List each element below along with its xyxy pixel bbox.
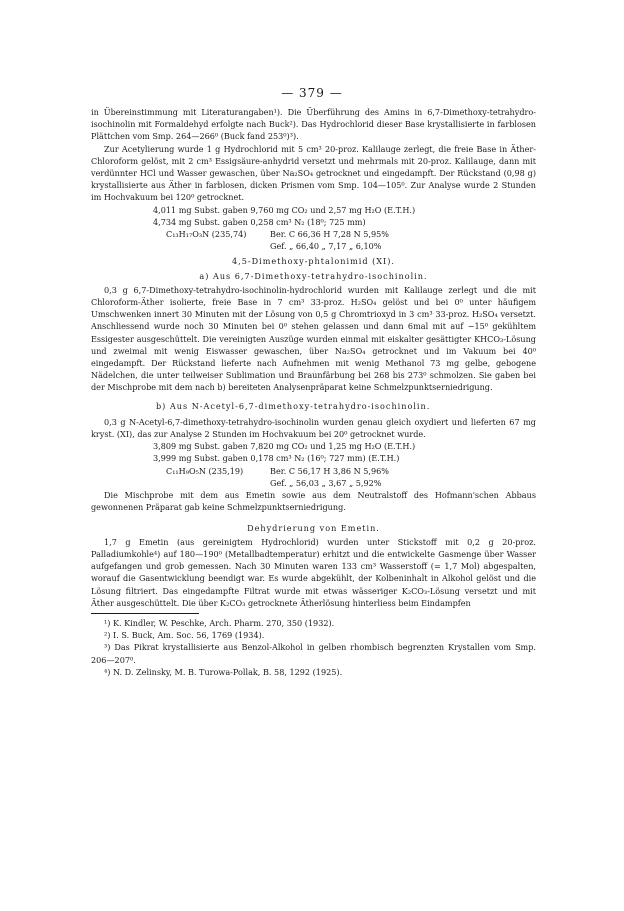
footnote-rule	[91, 613, 199, 614]
found-values: Gef. „ 66,40 „ 7,17 „ 6,10%	[270, 241, 382, 252]
section-heading: Dehydrierung von Emetin.	[247, 522, 380, 533]
footnote: ³) Das Pikrat krystallisierte aus Benzol-Alkohol in gelben rhombisch begrenzten Krystallen vom Smp. 206—207⁰.	[91, 642, 536, 665]
paragraph-3: 0,3 g 6,7-Dimethoxy-tetrahydro-isochinolin-hydrochlorid wurden mit Kalilauge zerlegt und die mit Chloroform-Äther isolierte, freie Base in 7 cm³ 33-proz. H₂SO₄ gelöst und bei 0⁰ unter häufigem Umschwenken innert 30 Minuten mit der Lösung von 0,5 g Chromtrioxyd in 3 cm³ 33-proz. H₂SO₄ versetzt. Anschliessend wurde noch 30 Minuten bei 0⁰ stehen gelassen und dann 6mal mit auf −15⁰ gekühltem Essigester ausgeschüttelt. Die vereinigten Auszüge wurden einmal mit eiskalter gesättigter KHCO₃-Lösung und zweimal mit wenig Eiswasser gewaschen, über Na₂SO₄ getrocknet und im Vakuum bei 40⁰ eingedampft. Der Rückstand lieferte nach Aufnehmen mit wenig Methanol 73 mg gelbe, gebogene Nädelchen, die unter teilweiser Sublimation und Braunfärbung bei 268 bis 273⁰ schmolzen. Sie gaben bei der Mischprobe mit dem nach b) bereiteten Analysenpräparat keine Schmelzpunktserniedrigung.	[91, 284, 536, 393]
subsection-heading: b) Aus N-Acetyl-6,7-dimethoxy-tetrahydro-isochinolin.	[156, 400, 431, 411]
formula-row	[166, 240, 536, 252]
paragraph-6: 1,7 g Emetin (aus gereinigtem Hydrochlorid) wurden unter Stickstoff mit 0,2 g 20-proz. Palladiumkohle⁴) auf 180—190⁰ (Metallbadtemperatur) erhitzt und die entwickelte Gasmenge über Wasser aufgefangen und grob gemessen. Nach 30 Minuten waren 133 cm³ Wasserstoff (= 1,7 Mol) abgespalten, worauf die Gasentwicklung beendigt war. Es wurde abgekühlt, der Kolbeninhalt in Alkohol gelöst und die Lösung filtriert. Das eingedampfte Filtrat wurde mit etwas wässeriger K₂CO₃-Lösung versetzt und mit Äther ausgeschüttelt. Die über K₂CO₃ getrocknete Ätherlösung hinterliess beim Eindampfen	[91, 536, 536, 608]
analysis-block-2	[153, 440, 536, 489]
page-body	[91, 106, 536, 678]
subsection-heading: a) Aus 6,7-Dimethoxy-tetrahydro-isochinolin.	[199, 270, 428, 281]
page-number: — 379 —	[281, 86, 343, 100]
analysis-line: 4,734 mg Subst. gaben 0,258 cm³ N₂ (18⁰; 725 mm)	[153, 216, 366, 227]
footnote: ¹) K. Kindler, W. Peschke, Arch. Pharm. 270, 350 (1932).	[104, 617, 335, 628]
section-heading: 4,5-Dimethoxy-phtalonimid (XI).	[232, 256, 395, 267]
footnotes	[91, 617, 536, 678]
formula-row	[166, 465, 536, 477]
formula-row	[166, 228, 536, 240]
analysis-line: 3,809 mg Subst. gaben 7,820 mg CO₂ und 1,25 mg H₂O (E.T.H.)	[153, 441, 416, 452]
analysis-block-1	[153, 204, 536, 253]
molecular-formula: C₁₃H₁₇O₃N (235,74)	[166, 229, 247, 240]
calculated-values: Ber. C 66,36 H 7,28 N 5,95%	[270, 229, 389, 240]
found-values: Gef. „ 56,03 „ 3,67 „ 5,92%	[270, 477, 382, 488]
paragraph-1: in Übereinstimmung mit Literaturangaben¹). Die Überführung des Amins in 6,7-Dimethoxy-tetrahydro-isochinolin mit Formaldehyd erfolgte nach Buck²). Das Hydrochlorid dieser Base krystallisierte in farblosen Plättchen vom Smp. 264—266⁰ (Buck fand 253⁰)³).	[91, 107, 536, 142]
paragraph-5: Die Mischprobe mit dem aus Emetin sowie aus dem Neutralstoff des Hofmann'schen Abbaus gewonnenen Präparat gab keine Schmelzpunktserniedrigung.	[91, 490, 536, 513]
paragraph-4: 0,3 g N-Acetyl-6,7-dimethoxy-tetrahydro-isochinolin wurden genau gleich oxydiert und lieferten 67 mg kryst. (XI), das zur Analyse 2 Stunden im Hochvakuum bei 20⁰ getrocknet wurde.	[91, 416, 536, 440]
footnote: ²) I. S. Buck, Am. Soc. 56, 1769 (1934).	[104, 630, 265, 641]
molecular-formula: C₁₁H₉O₅N (235,19)	[166, 465, 244, 476]
formula-row	[166, 477, 536, 489]
footnote: ⁴) N. D. Zelinsky, M. B. Turowa-Pollak, B. 58, 1292 (1925).	[104, 666, 343, 677]
calculated-values: Ber. C 56,17 H 3,86 N 5,96%	[270, 465, 389, 476]
paragraph-2: Zur Acetylierung wurde 1 g Hydrochlorid mit 5 cm³ 20-proz. Kalilauge zerlegt, die freie Base in Äther-Chloroform gelöst, mit 2 cm³ Essigsäure-anhydrid versetzt und mehrmals mit 20-proz. Kalilauge, dann mit verdünnter HCl und Wasser gewaschen, über Na₂SO₄ getrocknet und eingedampft. Der Rückstand (0,98 g) krystallisierte aus Äther in farblosen, dicken Prismen vom Smp. 104—105⁰. Zur Analyse wurde 2 Stunden im Hochvakuum bei 120⁰ getrocknet.	[91, 143, 536, 203]
analysis-line: 3,999 mg Subst. gaben 0,178 cm³ N₂ (16⁰; 727 mm) (E.T.H.)	[153, 453, 400, 464]
analysis-line: 4,011 mg Subst. gaben 9,760 mg CO₂ und 2,57 mg H₂O (E.T.H.)	[153, 204, 416, 215]
